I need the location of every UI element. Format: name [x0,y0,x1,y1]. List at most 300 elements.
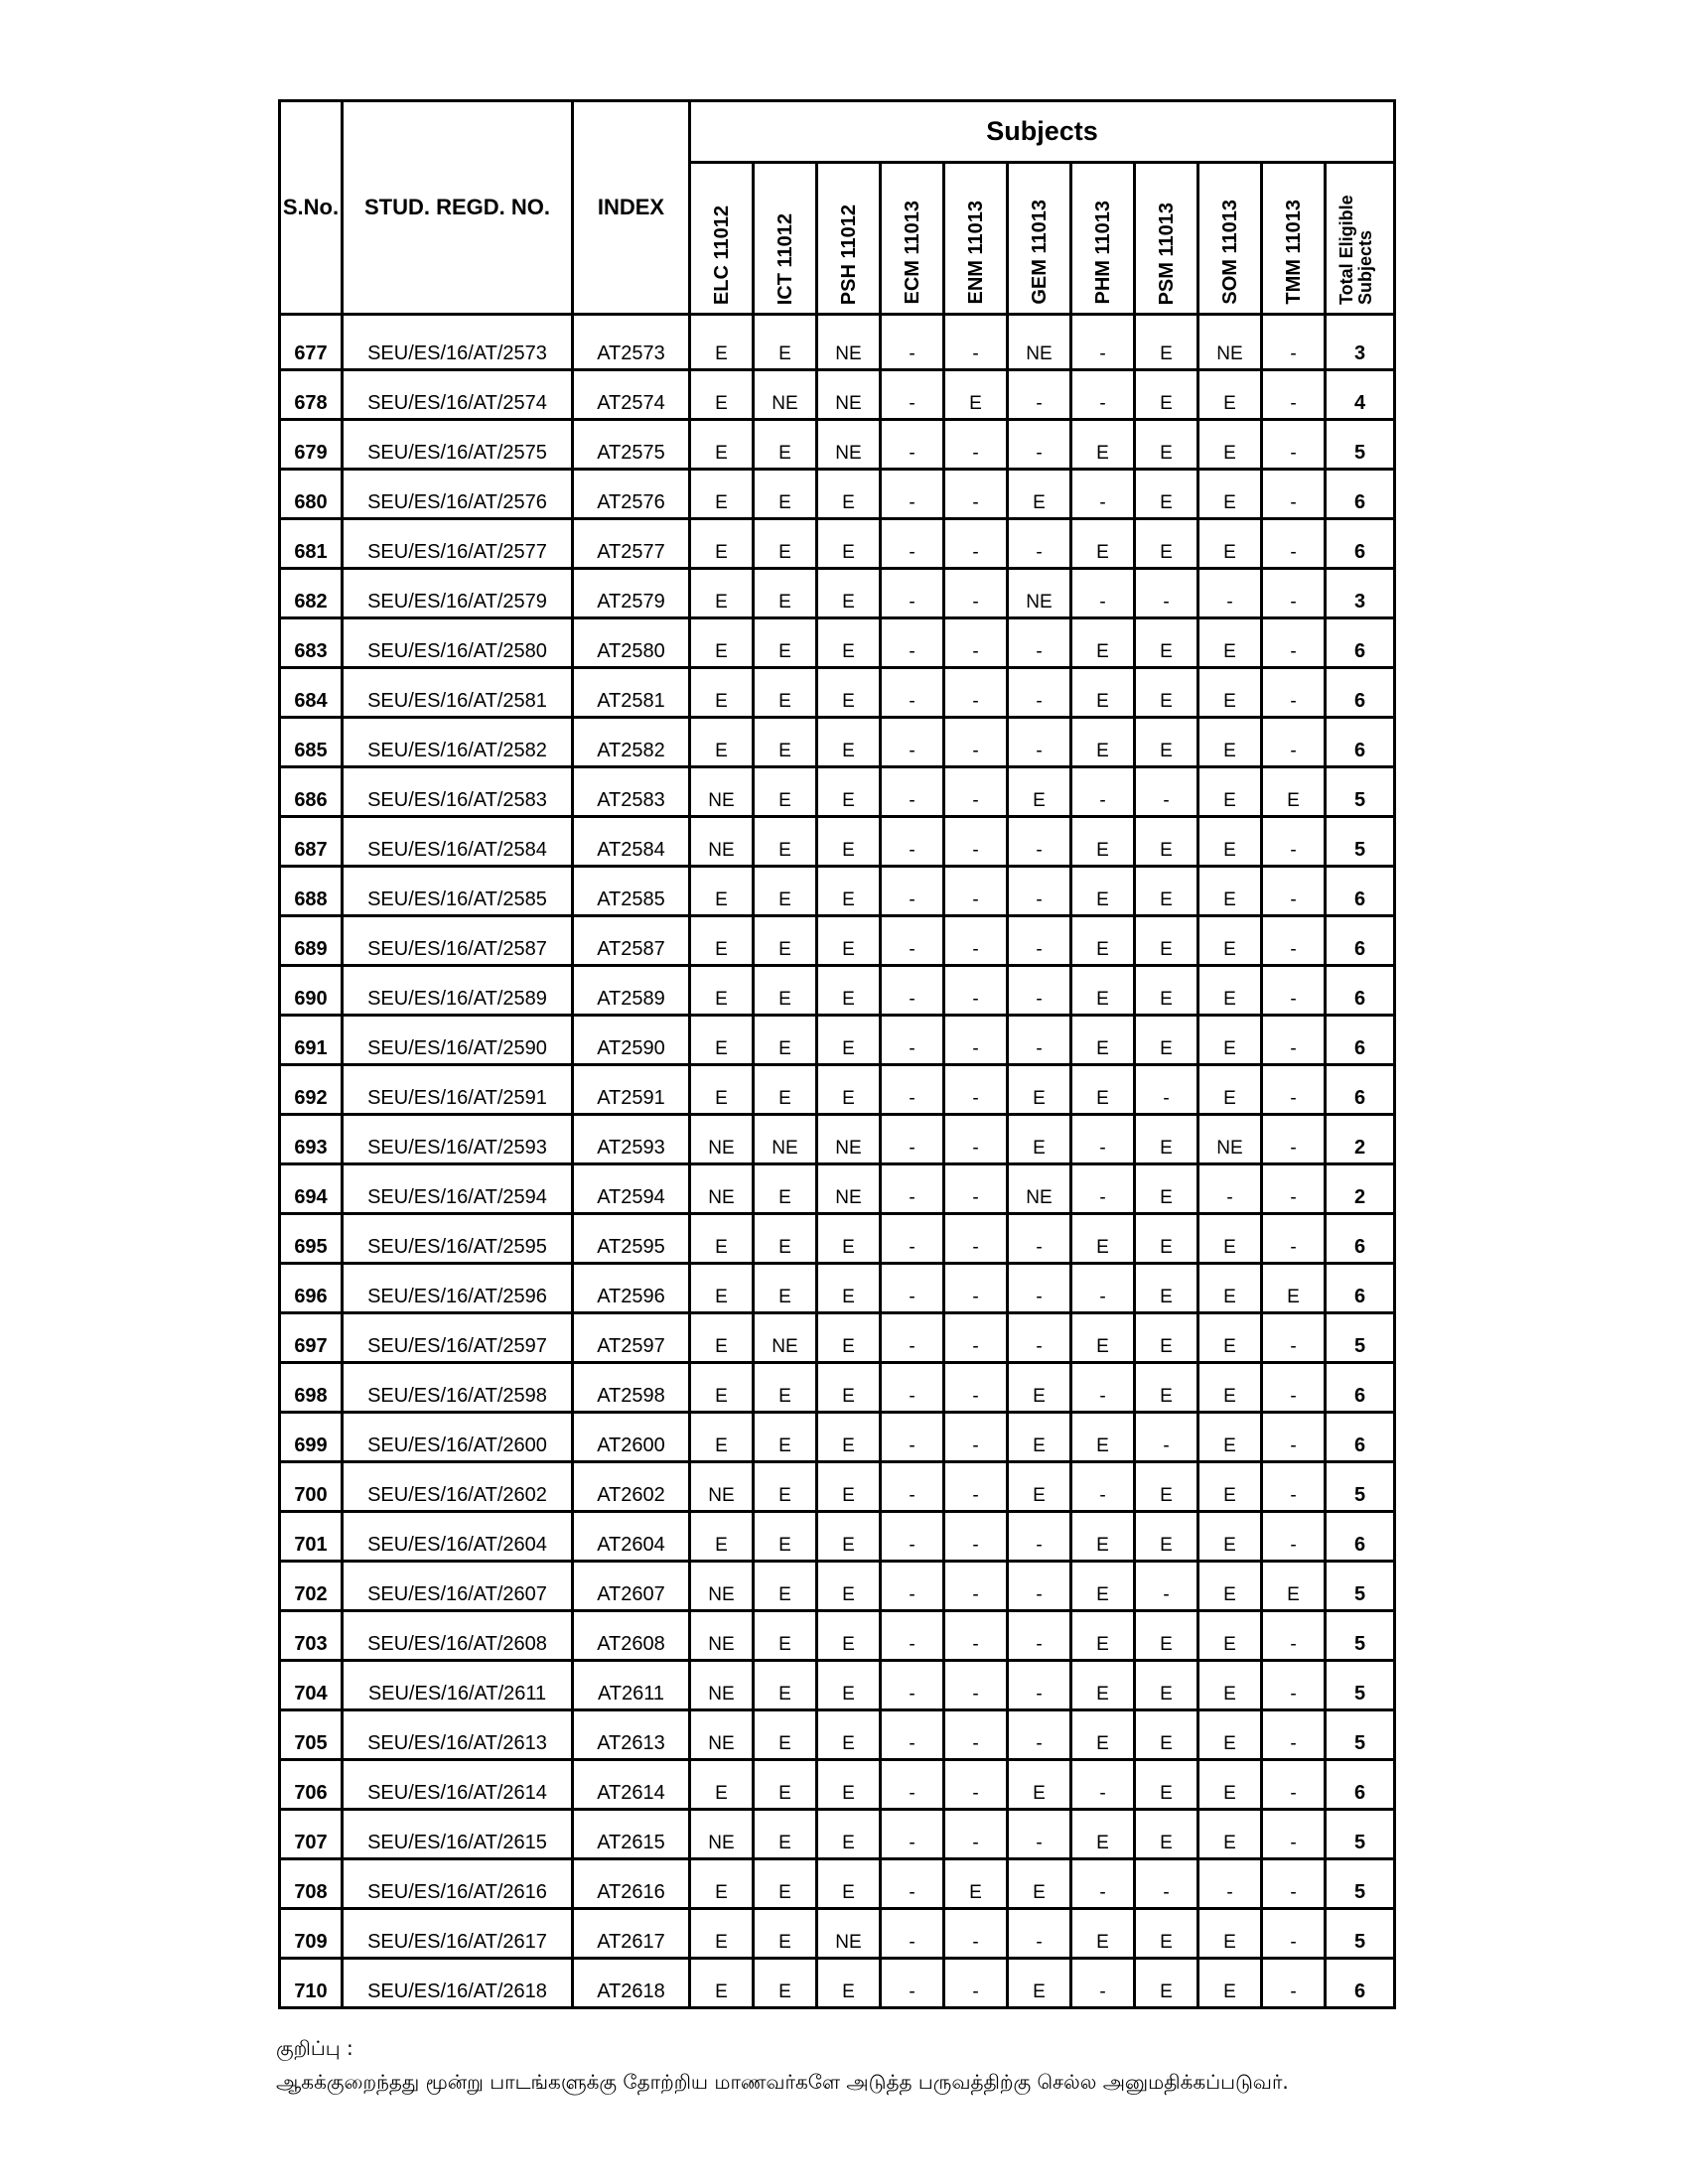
eligibility-cell: E [1135,1512,1198,1562]
regno-cell: SEU/ES/16/AT/2590 [343,1016,573,1065]
eligibility-cell: E [754,1909,817,1959]
eligibility-cell: E [817,1611,881,1661]
table-row [280,1065,1395,1115]
eligibility-cell: - [1135,1413,1198,1462]
regno-cell: SEU/ES/16/AT/2593 [343,1115,573,1164]
eligibility-cell: E [1135,1710,1198,1760]
eligibility-cell: - [1262,1859,1326,1909]
sno-cell: 687 [280,817,343,867]
eligibility-cell: E [1071,1313,1135,1363]
eligibility-cell: E [1198,1065,1262,1115]
regno-cell: SEU/ES/16/AT/2580 [343,618,573,668]
eligibility-cell: - [944,817,1008,867]
regno-cell: SEU/ES/16/AT/2581 [343,668,573,718]
eligibility-cell: E [1071,817,1135,867]
eligibility-cell: - [1008,618,1071,668]
subject-header-ecm: ECM 11013 [881,163,944,315]
eligibility-cell: - [944,569,1008,618]
eligibility-cell: - [1262,1661,1326,1710]
eligibility-cell: E [690,1214,754,1264]
table-row [280,1313,1395,1363]
eligibility-cell: E [1135,618,1198,668]
eligibility-cell: E [1198,718,1262,767]
table-row [280,1710,1395,1760]
eligibility-cell: E [1135,1016,1198,1065]
eligibility-cell: E [1071,1611,1135,1661]
eligibility-cell: E [1071,1065,1135,1115]
sno-cell: 693 [280,1115,343,1164]
eligibility-cell: E [1135,1810,1198,1859]
eligibility-cell: E [1198,1562,1262,1611]
footnote [276,2031,1289,2099]
eligibility-cell: - [1008,370,1071,420]
regno-cell: SEU/ES/16/AT/2618 [343,1959,573,2008]
regno-cell: SEU/ES/16/AT/2576 [343,470,573,519]
eligibility-cell: E [1198,1760,1262,1810]
subject-header-ict: ICT 11012 [754,163,817,315]
eligibility-cell: - [1008,1611,1071,1661]
eligibility-cell: - [1198,1859,1262,1909]
eligibility-cell: E [1135,1264,1198,1313]
eligibility-cell: E [1071,916,1135,966]
eligibility-cell: E [690,519,754,569]
total-cell: 4 [1326,370,1395,420]
eligibility-cell: E [1071,668,1135,718]
eligibility-cell: E [1135,668,1198,718]
eligibility-cell: - [1071,370,1135,420]
eligibility-cell: - [1008,718,1071,767]
eligibility-cell: E [754,569,817,618]
eligibility-cell: E [817,470,881,519]
sno-cell: 679 [280,420,343,470]
eligibility-cell: E [817,1710,881,1760]
eligibility-cell: - [881,1065,944,1115]
eligibility-cell: - [944,1512,1008,1562]
total-cell: 5 [1326,1909,1395,1959]
index-cell: AT2591 [573,1065,690,1115]
eligibility-cell: E [817,1959,881,2008]
eligibility-cell: E [1198,817,1262,867]
table-row [280,1462,1395,1512]
eligibility-cell: - [881,767,944,817]
eligibility-cell: NE [690,1611,754,1661]
total-cell: 6 [1326,1413,1395,1462]
eligibility-cell: - [881,1562,944,1611]
regno-cell: SEU/ES/16/AT/2591 [343,1065,573,1115]
eligibility-cell: - [881,519,944,569]
eligibility-cell: - [1262,1214,1326,1264]
index-cell: AT2600 [573,1413,690,1462]
eligibility-cell: - [944,519,1008,569]
eligibility-cell: - [944,1214,1008,1264]
eligibility-cell: E [690,1909,754,1959]
total-cell: 6 [1326,519,1395,569]
index-cell: AT2604 [573,1512,690,1562]
index-cell: AT2575 [573,420,690,470]
table-row [280,370,1395,420]
eligibility-cell: E [754,420,817,470]
eligibility-cell: NE [690,1115,754,1164]
regno-cell: SEU/ES/16/AT/2602 [343,1462,573,1512]
eligibility-cell: - [881,1164,944,1214]
eligibility-cell: E [944,1859,1008,1909]
eligibility-cell: E [690,618,754,668]
eligibility-cell: - [944,767,1008,817]
sno-cell: 678 [280,370,343,420]
eligibility-cell: E [1008,1115,1071,1164]
eligibility-cell: - [1262,1363,1326,1413]
eligibility-cell: - [881,1611,944,1661]
eligibility-cell: - [944,1065,1008,1115]
eligibility-cell: - [881,966,944,1016]
eligibility-cell: E [754,1959,817,2008]
eligibility-cell: - [1071,1959,1135,2008]
table-row [280,569,1395,618]
eligibility-cell: E [1071,618,1135,668]
eligibility-cell: E [754,1810,817,1859]
eligibility-cell: - [1262,1164,1326,1214]
eligibility-cell: E [754,1363,817,1413]
eligibility-cell: E [1198,618,1262,668]
eligibility-cell: - [881,1859,944,1909]
eligibility-cell: - [1008,1016,1071,1065]
table-row [280,1859,1395,1909]
eligibility-cell: - [881,867,944,916]
index-cell: AT2573 [573,315,690,370]
table-header [280,101,1395,315]
eligibility-cell: E [817,668,881,718]
total-cell: 6 [1326,1760,1395,1810]
index-cell: AT2594 [573,1164,690,1214]
sno-cell: 708 [280,1859,343,1909]
eligibility-cell: E [1135,1363,1198,1413]
eligibility-cell: E [754,1065,817,1115]
index-cell: AT2585 [573,867,690,916]
regno-cell: SEU/ES/16/AT/2575 [343,420,573,470]
footnote-text: ஆகக்குறைந்தது மூன்று பாடங்களுக்கு தோற்றிய மாணவர்களே அடுத்த பருவத்திற்கு செல்ல அனுமதிக்கப்படுவர். [276,2070,1289,2094]
eligibility-cell: - [881,1214,944,1264]
eligibility-cell: E [1135,1115,1198,1164]
sno-cell: 681 [280,519,343,569]
eligibility-cell: E [754,1760,817,1810]
footnote-label: குறிப்பு : [276,2036,353,2060]
eligibility-cell: - [1008,1214,1071,1264]
eligibility-cell: - [881,1909,944,1959]
eligibility-cell: E [1198,1710,1262,1760]
sno-cell: 700 [280,1462,343,1512]
eligibility-cell: NE [690,1810,754,1859]
index-cell: AT2577 [573,519,690,569]
eligibility-cell: - [881,1710,944,1760]
eligibility-cell: E [1198,1909,1262,1959]
regno-cell: SEU/ES/16/AT/2616 [343,1859,573,1909]
eligibility-cell: E [754,1264,817,1313]
eligibility-cell: E [1198,370,1262,420]
eligibility-cell: NE [690,767,754,817]
eligibility-cell: NE [817,370,881,420]
index-cell: AT2608 [573,1611,690,1661]
eligibility-cell: E [754,668,817,718]
eligibility-cell: - [881,1512,944,1562]
eligibility-cell: - [1071,470,1135,519]
total-cell: 6 [1326,1512,1395,1562]
index-cell: AT2615 [573,1810,690,1859]
eligibility-cell: - [881,718,944,767]
eligibility-cell: NE [817,420,881,470]
eligibility-cell: E [817,1661,881,1710]
index-cell: AT2614 [573,1760,690,1810]
sno-cell: 683 [280,618,343,668]
total-cell: 5 [1326,1859,1395,1909]
eligibility-cell: E [817,867,881,916]
eligibility-cell: - [881,1264,944,1313]
eligibility-cell: - [1262,1710,1326,1760]
sno-cell: 697 [280,1313,343,1363]
sno-cell: 682 [280,569,343,618]
eligibility-cell: NE [754,370,817,420]
index-cell: AT2593 [573,1115,690,1164]
eligibility-cell: E [1135,817,1198,867]
eligibility-cell: - [1262,470,1326,519]
eligibility-cell: E [754,718,817,767]
eligibility-cell: - [944,1710,1008,1760]
eligibility-cell: E [1071,867,1135,916]
eligibility-cell: E [1135,420,1198,470]
eligibility-cell: - [944,867,1008,916]
eligibility-cell: E [1135,1661,1198,1710]
eligibility-cell: - [1262,1959,1326,2008]
regno-cell: SEU/ES/16/AT/2595 [343,1214,573,1264]
eligibility-cell: E [754,916,817,966]
eligibility-cell: - [944,1959,1008,2008]
total-cell: 6 [1326,1214,1395,1264]
total-cell: 6 [1326,1959,1395,2008]
index-cell: AT2589 [573,966,690,1016]
index-cell: AT2596 [573,1264,690,1313]
total-cell: 5 [1326,1611,1395,1661]
eligibility-cell: E [1008,1462,1071,1512]
index-cell: AT2598 [573,1363,690,1413]
eligibility-cell: E [690,370,754,420]
eligibility-cell: E [1071,1562,1135,1611]
eligibility-cell: E [817,1065,881,1115]
eligibility-cell: E [690,315,754,370]
sno-cell: 696 [280,1264,343,1313]
eligibility-cell: - [881,1413,944,1462]
table-row [280,867,1395,916]
eligibility-cell: - [1008,1264,1071,1313]
sno-cell: 684 [280,668,343,718]
index-cell: AT2584 [573,817,690,867]
eligibility-cell: E [1135,470,1198,519]
eligibility-cell: - [1262,718,1326,767]
index-cell: AT2576 [573,470,690,519]
subject-header-elc: ELC 11012 [690,163,754,315]
total-cell: 5 [1326,817,1395,867]
eligibility-cell: - [1008,668,1071,718]
eligibility-cell: E [1071,420,1135,470]
eligibility-cell: - [944,1363,1008,1413]
header-row-top [280,101,1395,163]
eligibility-cell: - [1008,519,1071,569]
eligibility-cell: - [944,718,1008,767]
sno-cell: 703 [280,1611,343,1661]
table-row [280,767,1395,817]
total-cell: 5 [1326,420,1395,470]
regno-cell: SEU/ES/16/AT/2613 [343,1710,573,1760]
eligibility-cell: E [754,1462,817,1512]
eligibility-cell: E [1262,767,1326,817]
subject-header-phm: PHM 11013 [1071,163,1135,315]
regno-cell: SEU/ES/16/AT/2582 [343,718,573,767]
sno-cell: 690 [280,966,343,1016]
eligibility-cell: E [690,420,754,470]
eligibility-cell: E [1135,718,1198,767]
table-row [280,1214,1395,1264]
eligibility-cell: - [881,916,944,966]
table-row [280,1909,1395,1959]
eligibility-cell: E [944,370,1008,420]
regno-cell: SEU/ES/16/AT/2574 [343,370,573,420]
eligibility-cell: NE [1198,1115,1262,1164]
eligibility-cell: - [881,1810,944,1859]
table-row [280,420,1395,470]
eligibility-cell: E [817,1214,881,1264]
eligibility-cell: E [1008,767,1071,817]
subject-header-som: SOM 11013 [1198,163,1262,315]
eligibility-cell: E [1135,867,1198,916]
eligibility-cell: - [1262,420,1326,470]
index-cell: AT2618 [573,1959,690,2008]
eligibility-cell: - [1262,1909,1326,1959]
eligibility-cell: E [817,1859,881,1909]
eligibility-cell: E [754,470,817,519]
eligibility-cell: - [1262,867,1326,916]
eligibility-cell: - [944,1562,1008,1611]
eligibility-cell: E [690,1264,754,1313]
eligibility-cell: E [1135,1313,1198,1363]
subject-header-psh: PSH 11012 [817,163,881,315]
eligibility-cell: NE [690,1462,754,1512]
eligibility-cell: NE [690,1710,754,1760]
eligibility-cell: - [1008,1661,1071,1710]
index-cell: AT2607 [573,1562,690,1611]
eligibility-cell: E [817,1810,881,1859]
eligibility-cell: - [881,1760,944,1810]
eligibility-cell: E [1135,1164,1198,1214]
eligibility-cell: E [1262,1562,1326,1611]
sno-cell: 691 [280,1016,343,1065]
eligibility-cell: NE [817,1909,881,1959]
eligibility-cell: - [1262,1115,1326,1164]
total-cell: 5 [1326,1462,1395,1512]
total-cell: 6 [1326,966,1395,1016]
eligibility-cell: - [881,1661,944,1710]
eligibility-cell: - [881,470,944,519]
eligibility-cell: E [690,1859,754,1909]
eligibility-cell: - [944,1810,1008,1859]
eligibility-cell: E [1071,519,1135,569]
eligibility-cell: E [1071,1413,1135,1462]
eligibility-cell: - [1071,1115,1135,1164]
eligibility-cell: - [881,1363,944,1413]
eligibility-cell: E [1071,1909,1135,1959]
eligibility-cell: E [1198,1413,1262,1462]
eligibility-cell: E [1135,966,1198,1016]
eligibility-cell: E [690,1313,754,1363]
total-cell: 5 [1326,1313,1395,1363]
eligibility-cell: E [1198,470,1262,519]
sno-cell: 677 [280,315,343,370]
subjects-header: Subjects [690,101,1395,163]
index-cell: AT2595 [573,1214,690,1264]
total-cell: 6 [1326,867,1395,916]
table-row [280,519,1395,569]
subject-header-psm: PSM 11013 [1135,163,1198,315]
eligibility-cell: E [817,1363,881,1413]
sno-cell: 701 [280,1512,343,1562]
regno-cell: SEU/ES/16/AT/2596 [343,1264,573,1313]
eligibility-cell: - [881,1313,944,1363]
eligibility-cell: E [817,767,881,817]
total-cell: 6 [1326,1264,1395,1313]
eligibility-cell: E [754,1661,817,1710]
index-cell: AT2579 [573,569,690,618]
sno-header: S.No. [280,101,343,315]
eligibility-cell: - [944,916,1008,966]
eligibility-cell: E [1135,1760,1198,1810]
eligibility-cell: - [1135,1065,1198,1115]
table-row [280,916,1395,966]
eligibility-cell: E [1071,966,1135,1016]
table-row [280,1264,1395,1313]
eligibility-cell: - [1262,916,1326,966]
subject-header-gem: GEM 11013 [1008,163,1071,315]
eligibility-cell: E [817,1760,881,1810]
eligibility-cell: NE [754,1115,817,1164]
eligibility-cell: E [1198,1016,1262,1065]
eligibility-cell: - [1262,370,1326,420]
eligibility-cell: E [690,1413,754,1462]
total-cell: 6 [1326,1363,1395,1413]
eligibility-cell: E [817,569,881,618]
total-cell: 6 [1326,1065,1395,1115]
eligibility-cell: E [1071,1512,1135,1562]
eligibility-cell: E [1198,519,1262,569]
eligibility-cell: - [1262,1065,1326,1115]
eligibility-cell: NE [1008,1164,1071,1214]
eligibility-cell: - [1262,1512,1326,1562]
eligibility-cell: E [1198,1661,1262,1710]
table-row [280,618,1395,668]
index-cell: AT2574 [573,370,690,420]
eligibility-cell: E [690,470,754,519]
eligibility-cell: E [690,867,754,916]
sno-cell: 710 [280,1959,343,2008]
regno-cell: SEU/ES/16/AT/2611 [343,1661,573,1710]
table-row [280,1413,1395,1462]
index-cell: AT2613 [573,1710,690,1760]
eligibility-cell: E [1008,1413,1071,1462]
index-cell: AT2582 [573,718,690,767]
sno-cell: 686 [280,767,343,817]
regno-cell: SEU/ES/16/AT/2598 [343,1363,573,1413]
regno-cell: SEU/ES/16/AT/2587 [343,916,573,966]
index-cell: AT2580 [573,618,690,668]
eligibility-cell: E [1135,916,1198,966]
eligibility-cell: - [1135,1562,1198,1611]
regno-cell: SEU/ES/16/AT/2600 [343,1413,573,1462]
